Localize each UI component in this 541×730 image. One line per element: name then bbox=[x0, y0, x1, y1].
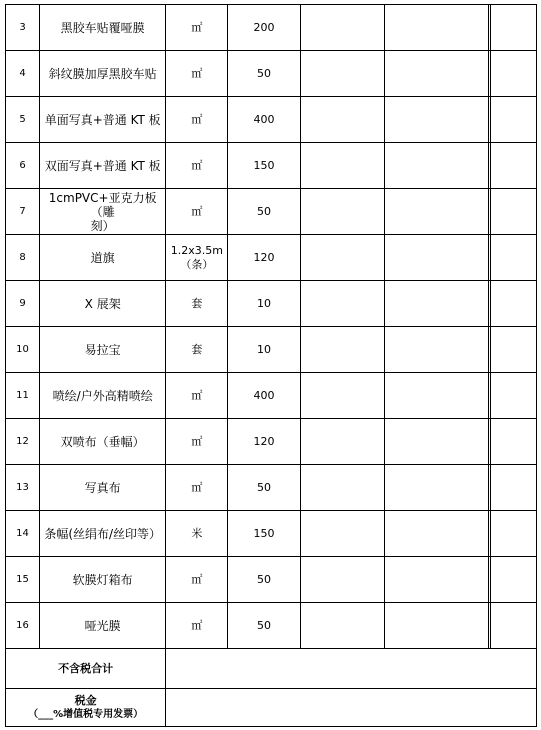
quantity: 150 bbox=[228, 143, 300, 189]
table-row bbox=[6, 511, 537, 557]
unit-line2: （条） bbox=[180, 257, 214, 271]
item-name-cell bbox=[40, 465, 166, 511]
unit-price-cell[interactable] bbox=[300, 235, 384, 281]
item-name-cell bbox=[40, 557, 166, 603]
item-name-cell bbox=[40, 603, 166, 649]
item-name-cell bbox=[40, 281, 166, 327]
quantity: 10 bbox=[228, 327, 300, 373]
item-name: 条幅(丝绢布/丝印等） bbox=[44, 526, 162, 541]
unit: 1.2x3.5m bbox=[170, 243, 223, 257]
amount-cell[interactable] bbox=[384, 419, 488, 465]
table-row bbox=[6, 603, 537, 649]
item-name: 单面写真+普通 KT 板 bbox=[44, 112, 161, 127]
amount-cell[interactable] bbox=[384, 557, 488, 603]
unit-price-cell[interactable] bbox=[300, 51, 384, 97]
unit: 米 bbox=[191, 526, 203, 540]
tax-label: 税金 bbox=[74, 693, 97, 707]
quantity: 50 bbox=[228, 189, 300, 235]
quantity: 10 bbox=[228, 281, 300, 327]
item-name-cell bbox=[40, 235, 166, 281]
remark-cell[interactable] bbox=[490, 281, 536, 327]
amount-cell[interactable] bbox=[384, 5, 488, 51]
unit-price-cell[interactable] bbox=[300, 419, 384, 465]
unit: ㎡ bbox=[191, 480, 203, 494]
table-body bbox=[6, 5, 537, 649]
unit-cell bbox=[166, 51, 228, 97]
item-name-cell bbox=[40, 51, 166, 97]
unit-price-cell[interactable] bbox=[300, 189, 384, 235]
unit-price-cell[interactable] bbox=[300, 465, 384, 511]
quantity: 200 bbox=[228, 5, 300, 51]
item-name: 软膜灯箱布 bbox=[72, 572, 133, 587]
row-number: 11 bbox=[6, 373, 40, 419]
unit: 套 bbox=[191, 342, 203, 356]
row-number: 6 bbox=[6, 143, 40, 189]
table-row bbox=[6, 465, 537, 511]
quantity: 150 bbox=[228, 511, 300, 557]
unit: ㎡ bbox=[191, 572, 203, 586]
table-row bbox=[6, 327, 537, 373]
subtotal-label: 不含税合计 bbox=[6, 649, 166, 689]
table-row bbox=[6, 5, 537, 51]
remark-cell[interactable] bbox=[490, 511, 536, 557]
quantity: 50 bbox=[228, 465, 300, 511]
amount-cell[interactable] bbox=[384, 373, 488, 419]
unit-cell bbox=[166, 235, 228, 281]
unit: ㎡ bbox=[191, 158, 203, 172]
unit-cell bbox=[166, 419, 228, 465]
unit-cell bbox=[166, 465, 228, 511]
item-name: X 展架 bbox=[84, 296, 121, 311]
unit: ㎡ bbox=[191, 66, 203, 80]
unit-cell bbox=[166, 5, 228, 51]
amount-cell[interactable] bbox=[384, 143, 488, 189]
row-number: 9 bbox=[6, 281, 40, 327]
unit-price-cell[interactable] bbox=[300, 5, 384, 51]
remark-cell[interactable] bbox=[490, 97, 536, 143]
item-name: 双喷布（垂幅） bbox=[60, 434, 145, 449]
unit-price-cell[interactable] bbox=[300, 603, 384, 649]
amount-cell[interactable] bbox=[384, 281, 488, 327]
amount-cell[interactable] bbox=[384, 189, 488, 235]
unit-cell bbox=[166, 143, 228, 189]
table-row bbox=[6, 373, 537, 419]
unit: ㎡ bbox=[191, 434, 203, 448]
amount-cell[interactable] bbox=[384, 51, 488, 97]
tax-value-cell[interactable] bbox=[166, 689, 537, 727]
summary-body bbox=[6, 649, 537, 727]
quantity: 50 bbox=[228, 603, 300, 649]
tax-label-cell bbox=[6, 689, 166, 727]
table-row bbox=[6, 557, 537, 603]
item-name-cell bbox=[40, 327, 166, 373]
item-name: 道旗 bbox=[90, 250, 115, 265]
item-name: 易拉宝 bbox=[84, 342, 121, 357]
item-name: 黑胶车贴覆哑膜 bbox=[60, 20, 145, 35]
item-name-cell bbox=[40, 189, 166, 235]
unit: ㎡ bbox=[191, 20, 203, 34]
table-row bbox=[6, 51, 537, 97]
table-row bbox=[6, 143, 537, 189]
remark-cell[interactable] bbox=[490, 189, 536, 235]
table-row bbox=[6, 419, 537, 465]
remark-cell[interactable] bbox=[490, 419, 536, 465]
remark-cell[interactable] bbox=[490, 51, 536, 97]
row-number: 16 bbox=[6, 603, 40, 649]
remark-cell[interactable] bbox=[490, 557, 536, 603]
remark-cell[interactable] bbox=[490, 143, 536, 189]
amount-cell[interactable] bbox=[384, 465, 488, 511]
row-number: 15 bbox=[6, 557, 40, 603]
item-name-cell bbox=[40, 143, 166, 189]
unit: ㎡ bbox=[191, 388, 203, 402]
unit-price-cell[interactable] bbox=[300, 97, 384, 143]
unit: ㎡ bbox=[191, 618, 203, 632]
item-name: 双面写真+普通 KT 板 bbox=[44, 158, 161, 173]
unit-cell bbox=[166, 327, 228, 373]
remark-cell[interactable] bbox=[490, 327, 536, 373]
amount-cell[interactable] bbox=[384, 327, 488, 373]
item-name: 写真布 bbox=[84, 480, 121, 495]
item-name: 喷绘/户外高精喷绘 bbox=[52, 388, 153, 403]
remark-cell[interactable] bbox=[490, 603, 536, 649]
item-name-cell bbox=[40, 373, 166, 419]
price-table bbox=[5, 4, 537, 727]
remark-cell[interactable] bbox=[490, 5, 536, 51]
row-number: 4 bbox=[6, 51, 40, 97]
table-row bbox=[6, 189, 537, 235]
row-number: 3 bbox=[6, 5, 40, 51]
item-name-cell bbox=[40, 511, 166, 557]
unit-cell bbox=[166, 603, 228, 649]
amount-cell[interactable] bbox=[384, 97, 488, 143]
item-name-cell bbox=[40, 5, 166, 51]
unit-price-cell[interactable] bbox=[300, 557, 384, 603]
row-number: 10 bbox=[6, 327, 40, 373]
tax-note: （___%增值税专用发票） bbox=[28, 708, 144, 720]
unit-price-cell[interactable] bbox=[300, 373, 384, 419]
table-row bbox=[6, 97, 537, 143]
amount-cell[interactable] bbox=[384, 235, 488, 281]
unit-cell bbox=[166, 97, 228, 143]
quantity: 400 bbox=[228, 373, 300, 419]
table-row bbox=[6, 281, 537, 327]
item-name-cell bbox=[40, 97, 166, 143]
row-number: 12 bbox=[6, 419, 40, 465]
unit-cell bbox=[166, 281, 228, 327]
unit-cell bbox=[166, 511, 228, 557]
unit-cell bbox=[166, 373, 228, 419]
item-name-cell bbox=[40, 419, 166, 465]
unit-cell bbox=[166, 557, 228, 603]
unit-price-cell[interactable] bbox=[300, 327, 384, 373]
remark-cell[interactable] bbox=[490, 235, 536, 281]
unit-price-cell[interactable] bbox=[300, 281, 384, 327]
item-name-line2: 刻） bbox=[90, 218, 115, 233]
amount-cell[interactable] bbox=[384, 511, 488, 557]
item-name: 1cmPVC+亚克力板（雕 bbox=[48, 190, 157, 219]
table-row bbox=[6, 235, 537, 281]
row-number: 7 bbox=[6, 189, 40, 235]
quantity: 50 bbox=[228, 51, 300, 97]
subtotal-row bbox=[6, 649, 537, 689]
unit-price-cell[interactable] bbox=[300, 143, 384, 189]
quantity: 120 bbox=[228, 419, 300, 465]
unit-price-cell[interactable] bbox=[300, 511, 384, 557]
quantity: 400 bbox=[228, 97, 300, 143]
tax-row bbox=[6, 689, 537, 727]
row-number: 13 bbox=[6, 465, 40, 511]
quantity: 120 bbox=[228, 235, 300, 281]
unit: ㎡ bbox=[191, 204, 203, 218]
unit: 套 bbox=[191, 296, 203, 310]
unit: ㎡ bbox=[191, 112, 203, 126]
row-number: 14 bbox=[6, 511, 40, 557]
remark-cell[interactable] bbox=[490, 373, 536, 419]
row-number: 5 bbox=[6, 97, 40, 143]
row-number: 8 bbox=[6, 235, 40, 281]
amount-cell[interactable] bbox=[384, 603, 488, 649]
item-name: 斜纹膜加厚黑胶车贴 bbox=[48, 66, 157, 81]
remark-cell[interactable] bbox=[490, 465, 536, 511]
quantity: 50 bbox=[228, 557, 300, 603]
unit-cell bbox=[166, 189, 228, 235]
item-name: 哑光膜 bbox=[84, 618, 121, 633]
subtotal-value-cell[interactable] bbox=[166, 649, 537, 689]
